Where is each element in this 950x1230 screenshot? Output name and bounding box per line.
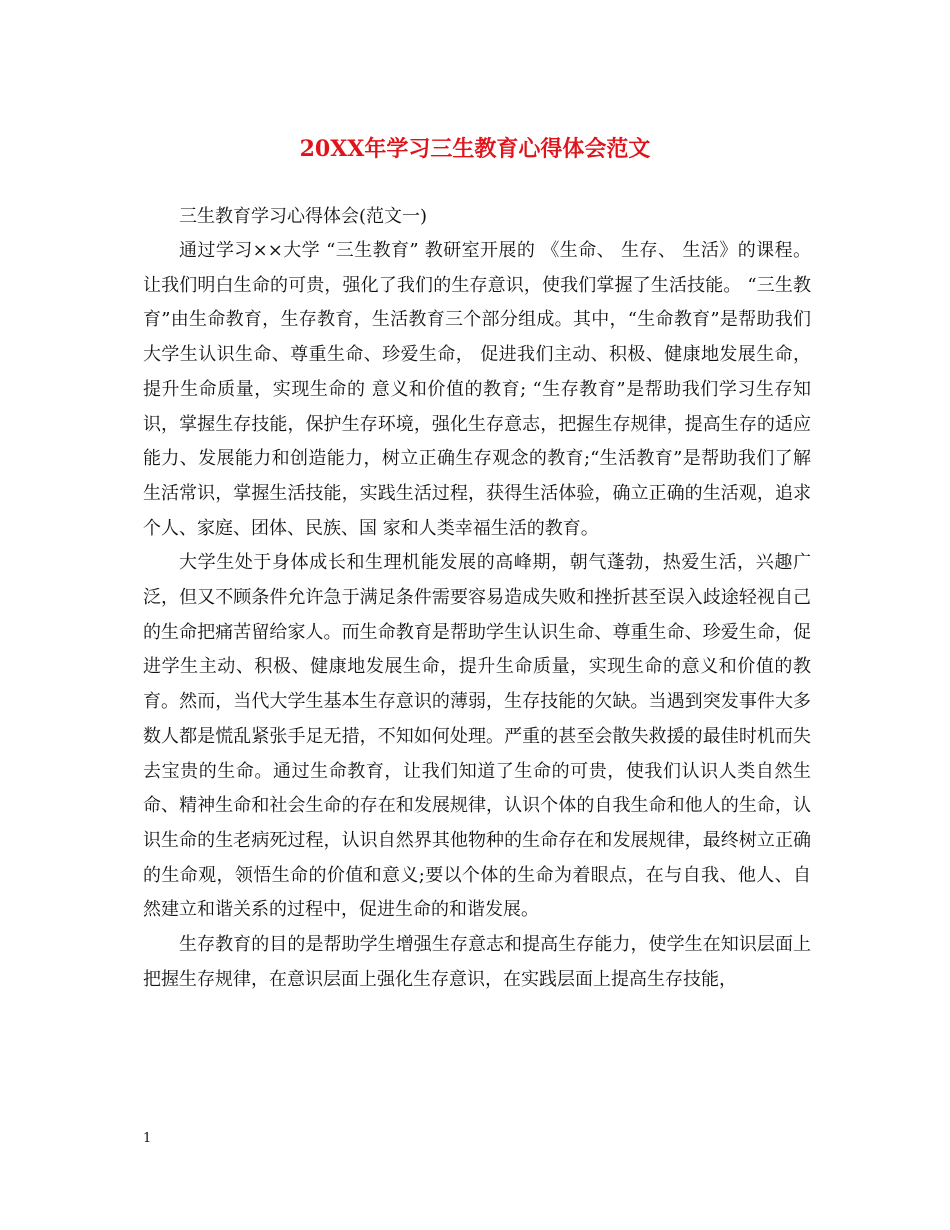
paragraph-3: 生存教育的目的是帮助学生增强生存意志和提高生存能力，使学生在知识层面上把握生存规律，在意识层面上强化生存意识，在实践层面上提高生存技能，: [143, 934, 811, 990]
paragraph-1: 通过学习××大学 “三生教育” 教研室开展的 《生命、 生存、 生活》的课程。让我们明白生命的可贵，强化了我们的生存意识，使我们掌握了生活技能。 “三生教育”由生命教育，生存教育，生活教育三个部分组成。其中，“生命教育”是帮助我们大学生认识生命、尊重生命、珍爱生命， 促进我们主动、积极、健康地发展生命，提升生命质量，实现生命的 意义和价值的教育; “生存教育”是帮助我们学习生存知识，掌握生存技能，保护生存环境，强化生存意志，把握生存规律，提高生存的适应能力、发展能力和创造能力，树立正确生存观念的教育;“生活教育”是帮助我们了解生活常识，掌握生活技能，实践生活过程，获得生活体验，确立正确的生活观，追求个人、家庭、团体、民族、国 家和人类幸福生活的教育。: [143, 240, 811, 539]
section-subheading: 三生教育学习心得体会(范文一): [179, 206, 428, 227]
document-title: 20XX年学习三生教育心得体会范文: [299, 136, 651, 162]
document-body: [143, 200, 811, 997]
paragraph-2: 大学生处于身体成长和生理机能发展的高峰期，朝气蓬勃，热爱生活，兴趣广泛，但又不顾条件允许急于满足条件需要容易造成失败和挫折甚至误入歧途轻视自己的生命把痛苦留给家人。而生命教育是帮助学生认识生命、尊重生命、珍爱生命，促进学生主动、积极、健康地发展生命，提升生命质量，实现生命的意义和价值的教育。然而，当代大学生基本生存意识的薄弱，生存技能的欠缺。当遇到突发事件大多数人都是慌乱紧张手足无措，不知如何处理。严重的甚至会散失救援的最佳时机而失去宝贵的生命。通过生命教育，让我们知道了生命的可贵，使我们认识人类自然生命、精神生命和社会生命的存在和发展规律，认识个体的自我生命和他人的生命，认识生命的生老病死过程，认识自然界其他物种的生命存在和发展规律，最终树立正确的生命观，领悟生命的价值和意义;要以个体的生命为着眼点，在与自我、他人、自然建立和谐关系的过程中，促进生命的和谐发展。: [143, 552, 811, 921]
page-number: 1: [143, 1131, 152, 1146]
